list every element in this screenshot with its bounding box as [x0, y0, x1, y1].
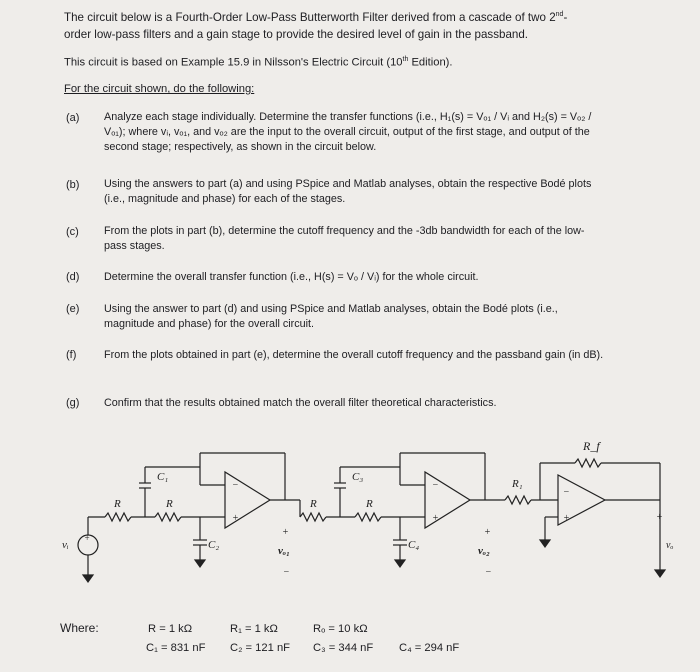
voltage-source — [78, 517, 105, 582]
value-c3: C₃ = 344 nF — [313, 642, 374, 654]
item-b-text: Using the answers to part (a) and using PSpice and Matlab analyses, obtain the respective Bodé plots (i.e., magnitude and phase) for each of the stages. — [104, 178, 592, 205]
opamp1-plus: + — [232, 513, 239, 524]
item-b-label: (b) — [66, 179, 80, 191]
opamp3-minus: − — [563, 487, 570, 498]
opamp2-plus: + — [432, 513, 439, 524]
item-f-label: (f) — [66, 349, 77, 361]
basis-sentence: This circuit is based on Example 15.9 in Nilsson's Electric Circuit (10th Edition). — [64, 56, 453, 69]
item-c-label: (c) — [66, 226, 79, 238]
r-label-3: R — [310, 498, 317, 510]
item-d-label: (d) — [66, 271, 80, 283]
rf-label: R_f — [583, 439, 600, 453]
vo1-label: vₒ₁ — [278, 545, 290, 557]
c1-label: C₁ — [157, 471, 169, 483]
vo-label: vₒ — [666, 540, 674, 551]
vo-plus: + — [656, 512, 663, 523]
instruction-heading: For the circuit shown, do the following: — [64, 83, 255, 95]
c4-label: C₄ — [408, 539, 420, 551]
r-label-1: R — [114, 498, 121, 510]
vo2-label: vₒ₂ — [478, 545, 490, 557]
source-plus: + — [84, 533, 91, 543]
item-c-text: From the plots in part (b), determine the cutoff frequency and the -3db bandwidth for each of the low-pass stages. — [104, 225, 585, 252]
c3-label: C₃ — [352, 471, 364, 483]
vo1-plus: + — [282, 527, 289, 538]
r-label-4: R — [366, 498, 373, 510]
value-r: R = 1 kΩ — [148, 623, 193, 635]
value-r1: R₁ = 1 kΩ — [230, 623, 278, 635]
item-d-text: Determine the overall transfer function (i.e., H(s) = Vₒ / Vᵢ) for the whole circuit. — [104, 271, 479, 283]
value-rf: Rₒ = 10 kΩ — [313, 623, 368, 635]
item-e-text: Using the answer to part (d) and using PSpice and Matlab analyses, obtain the Bodé plots (i.e., magnitude and phase) for the overall circuit. — [104, 303, 558, 330]
circuit-diagram — [0, 430, 700, 610]
r-label-2: R — [166, 498, 173, 510]
intro-line-1: The circuit below is a Fourth-Order Low-Pass Butterworth Filter derived from a cascade of two 2nd- — [64, 10, 568, 24]
item-f-text: From the plots obtained in part (e), determine the overall cutoff frequency and the passband gain (in dB). — [104, 349, 604, 361]
opamp1-minus: − — [232, 480, 239, 491]
where-label: Where: — [60, 621, 99, 635]
value-c4: C₄ = 294 nF — [399, 642, 460, 654]
item-g-label: (g) — [66, 397, 80, 409]
item-a-text: Analyze each stage individually. Determine the transfer functions (i.e., H₁(s) = Vₒ₁ / Vᵢ and H₂(s) = Vₒ₂ / Vₒ₁); where vᵢ, vₒ₁, and vₒ₂ are the input to the overall circuit, output of the first stage, and output of the second stage; respectively, as shown in the circuit below. — [104, 111, 592, 153]
vo1-minus: − — [283, 567, 290, 578]
vo2-plus: + — [484, 527, 491, 538]
vo2-minus: − — [485, 567, 492, 578]
stage-1 — [105, 453, 300, 567]
intro-paragraph — [64, 6, 664, 43]
item-e-label: (e) — [66, 303, 80, 315]
c2-label: C₂ — [208, 539, 220, 551]
value-c2: C₂ = 121 nF — [230, 642, 291, 654]
item-a-label: (a) — [66, 112, 80, 124]
item-g-text: Confirm that the results obtained match the overall filter theoretical characteristics. — [104, 397, 497, 409]
vi-label: vᵢ — [62, 539, 69, 551]
intro-line-2: order low-pass filters and a gain stage to provide the desired level of gain in the passband. — [64, 27, 529, 41]
stage-2 — [300, 453, 500, 567]
opamp3-plus: + — [563, 513, 570, 524]
opamp2-minus: − — [432, 480, 439, 491]
gain-stage — [500, 459, 665, 577]
r1-label: R₁ — [512, 478, 523, 490]
value-c1: C₁ = 831 nF — [146, 642, 206, 654]
